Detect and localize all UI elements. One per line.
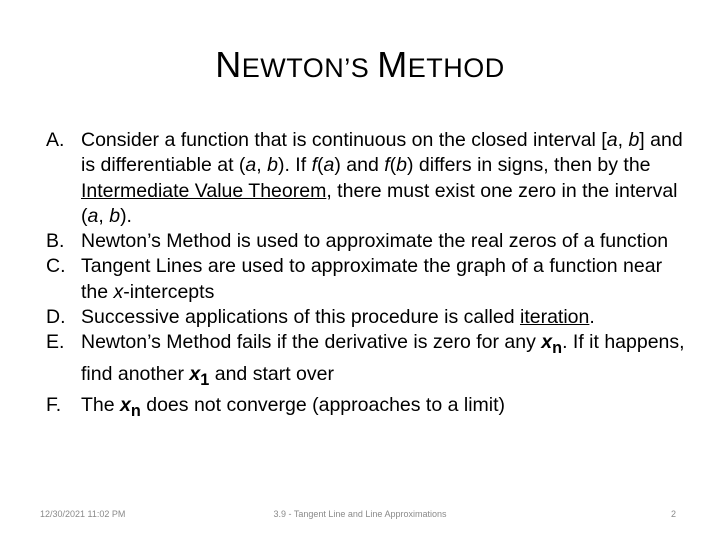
italic-var: a <box>606 129 618 151</box>
text-run: and start over <box>209 362 334 385</box>
list-item-f <box>46 393 686 424</box>
text-run: ] and is differentiable at ( <box>81 129 683 177</box>
item-text <box>81 330 686 392</box>
title-apostrophe: ’ <box>344 53 351 83</box>
italic-var: x <box>541 331 553 354</box>
footer-date: 12/30/2021 11:02 PM <box>40 509 126 519</box>
list-item-c <box>46 254 686 305</box>
footer-page-number: 2 <box>670 509 676 519</box>
theorem-link-text: Intermediate Value Theorem <box>81 179 327 202</box>
item-text <box>81 229 686 254</box>
text-run: Tangent Lines are used to approximate the graph of a function near the <box>81 255 663 303</box>
item-letter: B. <box>46 230 65 253</box>
subscript: n <box>130 401 141 420</box>
italic-var: b <box>267 154 278 177</box>
title-rest-2: S <box>350 53 378 83</box>
text-run: ). <box>120 204 132 227</box>
text-run: , <box>98 204 110 227</box>
text-run: , there must exist one zero in the interval ( <box>81 179 678 227</box>
text-run: ) differs in signs, then by the <box>407 154 651 177</box>
title-initial-m: M <box>377 44 408 85</box>
list-item-b <box>46 229 686 254</box>
text-run: ( <box>389 154 397 177</box>
text-run: Successive applications of this procedure is called <box>81 306 520 329</box>
subscript: n <box>552 339 563 358</box>
text-run: . <box>589 306 595 329</box>
text-run: Newton’s Method fails if the derivative is zero for any <box>81 331 542 354</box>
item-letter: F. <box>46 393 62 416</box>
italic-var: a <box>87 204 99 227</box>
italic-var: b <box>109 204 121 227</box>
item-text <box>81 254 686 305</box>
subscript: 1 <box>200 370 210 389</box>
text-run: ) and <box>334 154 385 177</box>
item-text <box>81 128 686 229</box>
title-rest-3: ETHOD <box>407 53 505 83</box>
list-item-a <box>46 128 686 229</box>
italic-var: x <box>120 393 131 416</box>
italic-var: x <box>113 280 124 303</box>
text-run: . If it happens, find another <box>81 331 685 385</box>
text-run: , <box>256 154 268 177</box>
text-run: ( <box>316 154 324 177</box>
text-run: Newton’s Method is used to approximate the real zeros of a function <box>81 230 669 253</box>
item-list <box>46 128 686 424</box>
slide-title <box>0 44 720 86</box>
text-run: Consider a function that is continuous on the closed interval [ <box>81 129 607 151</box>
item-letter: A. <box>46 129 65 151</box>
italic-var: a <box>323 154 335 177</box>
text-run: -intercepts <box>123 280 215 303</box>
italic-var: b <box>396 154 407 177</box>
list-item-d <box>46 305 686 330</box>
title-initial-n: N <box>215 44 242 85</box>
text-run: , <box>617 129 629 151</box>
italic-var: b <box>628 129 640 151</box>
footer-section-title: 3.9 - Tangent Line and Line Approximations <box>273 509 447 519</box>
title-rest-1: EWTON <box>241 53 345 83</box>
italic-var: f <box>384 154 390 177</box>
text-run: ). If <box>277 154 312 177</box>
text-run: The <box>81 393 121 416</box>
text-run: does not converge (approaches to a limit) <box>140 393 506 416</box>
italic-var: a <box>245 154 257 177</box>
item-letter: E. <box>46 331 65 354</box>
item-text <box>81 393 686 424</box>
item-letter: C. <box>46 255 66 278</box>
iteration-underlined: iteration <box>519 306 590 329</box>
item-letter: D. <box>46 306 66 329</box>
item-text <box>81 305 686 330</box>
list-item-e <box>46 330 686 392</box>
italic-var: f <box>311 154 317 177</box>
italic-var: x <box>189 362 201 385</box>
